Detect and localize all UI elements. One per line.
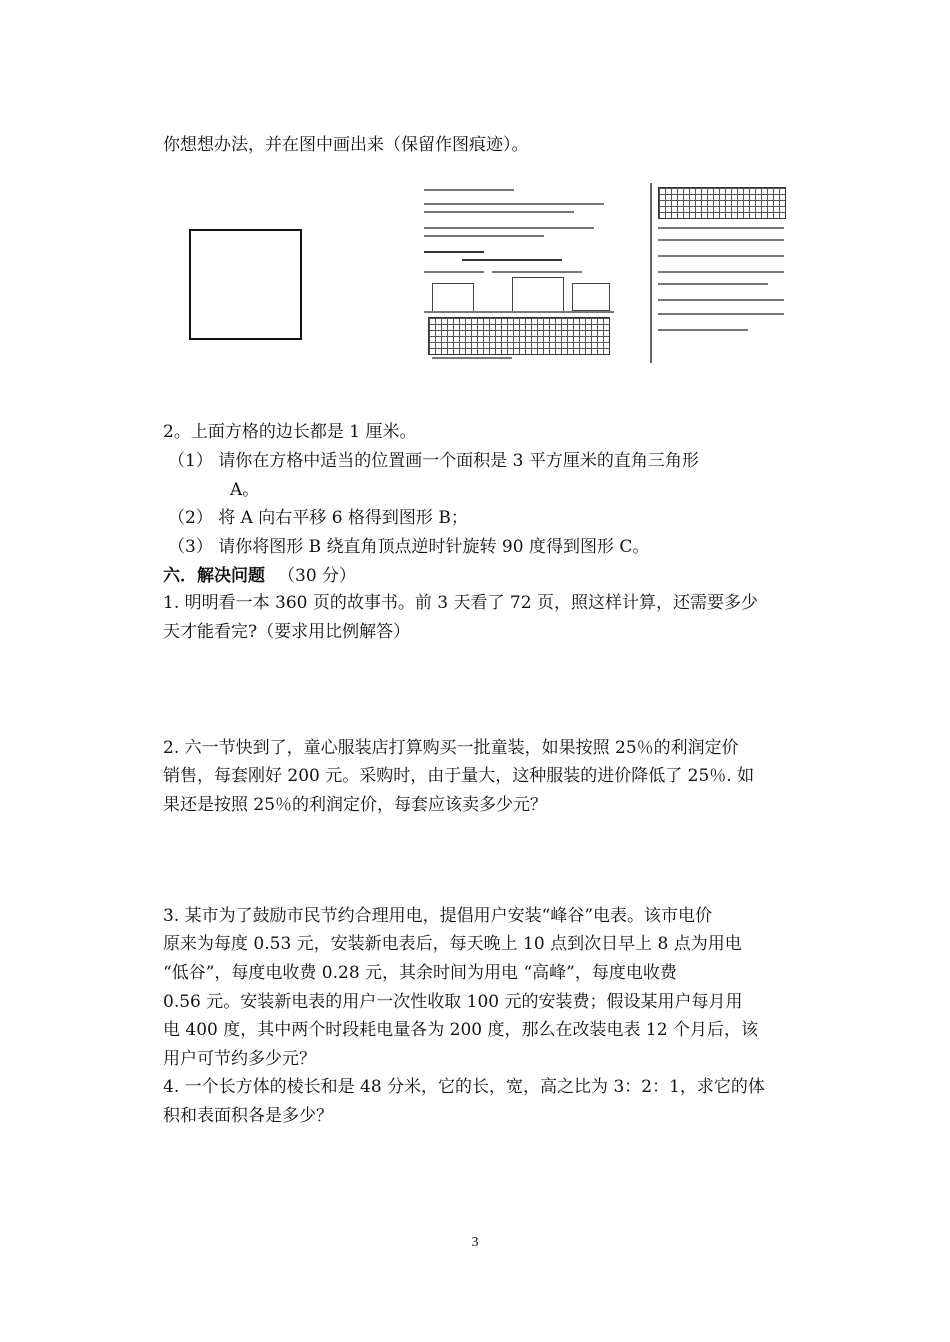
text-line: “低谷”，每度电收费 0.28 元，其余时间为用电 “高峰”，每度电收费 xyxy=(163,963,677,983)
scanned-workbook-image xyxy=(412,183,790,363)
section-score: （30 分） xyxy=(278,566,357,586)
diamond-figure-1 xyxy=(432,283,474,313)
text-line: 3. 某市为了鼓励市民节约合理用电，提倡用户安装“峰谷”电表。该市电价 xyxy=(163,906,713,926)
grid-figure-right xyxy=(658,187,786,219)
text-line: A。 xyxy=(230,480,260,500)
text-line: 积和表面积各是多少？ xyxy=(163,1106,333,1126)
section-heading: 六．解决问题 xyxy=(163,566,265,586)
page-number: 3 xyxy=(471,1235,479,1250)
text-line: 2. 六一节快到了，童心服装店打算购买一批童装，如果按照 25％的利润定价 xyxy=(163,738,739,758)
text-line: 用户可节约多少元？ xyxy=(163,1049,316,1069)
text-line: 天才能看完?（要求用比例解答） xyxy=(163,622,411,642)
text-line: （1） 请你在方格中适当的位置画一个面积是 3 平方厘米的直角三角形 xyxy=(168,451,699,471)
text-line: 0.56 元。安装新电表的用户一次性收取 100 元的安装费；假设某用户每月用 xyxy=(163,992,743,1012)
grid-figure-left xyxy=(428,317,610,355)
text-line: 电 400 度，其中两个时段耗电量各为 200 度，那么在改装电表 12 个月后，该 xyxy=(163,1020,758,1040)
square-figure xyxy=(189,229,302,340)
text-line: （2） 将 A 向右平移 6 格得到图形 B； xyxy=(168,508,468,528)
text-line: 4. 一个长方体的棱长和是 48 分米，它的长，宽，高之比为 3：2：1，求它的体 xyxy=(163,1077,765,1097)
text-line: 销售，每套刚好 200 元。采购时，由于量大，这种服装的进价降低了 25％. 如 xyxy=(163,766,755,786)
text-line: 你想想办法，并在图中画出来（保留作图痕迹）。 xyxy=(163,135,529,155)
diamond-figure-3 xyxy=(572,283,610,311)
text-line: 原来为每度 0.53 元，安装新电表后，每天晚上 10 点到次日早上 8 点为用电 xyxy=(163,934,742,954)
diamond-figure-2 xyxy=(512,277,564,313)
text-line: 2。上面方格的边长都是 1 厘米。 xyxy=(163,422,417,442)
text-line: 1. 明明看一本 360 页的故事书。前 3 天看了 72 页，照这样计算，还需要多少 xyxy=(163,593,758,613)
text-line: 果还是按照 25％的利润定价，每套应该卖多少元？ xyxy=(163,795,548,815)
text-line: （3） 请你将图形 B 绕直角顶点逆时针旋转 90 度得到图形 C。 xyxy=(168,537,650,557)
